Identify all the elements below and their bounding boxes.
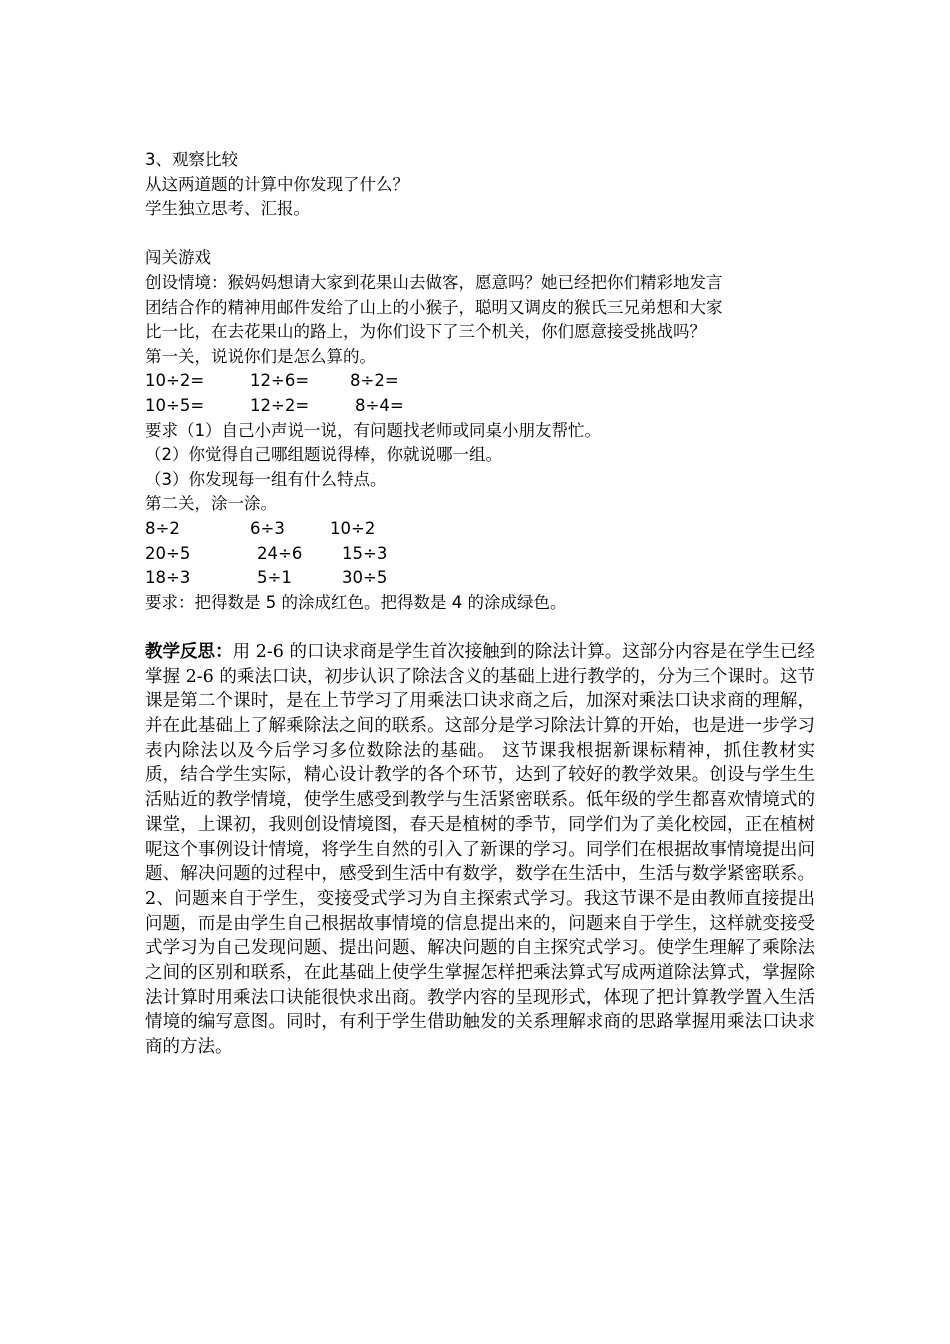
division-problem: 12÷6= bbox=[250, 371, 310, 391]
reflection-text: 间的区别和联系，在此基础上使学生掌握怎样把乘法算式写成两道除法算式，掌 bbox=[162, 963, 780, 984]
reflection-text: 生已经掌握 2-6 的乘法口诀，初步认识了除法含义的基础上进行教学的，分为三 bbox=[145, 641, 816, 687]
reflection-text: 用 2-6 的口诀求商是学生首次接触到的除法计算。这部分内容是在学 bbox=[232, 641, 763, 662]
reflection-text: 到了较好的教学效果。创设与学生生活贴近的教学情境，使学生感受到教学与生 bbox=[145, 765, 816, 811]
section-heading: 3、观察比较 bbox=[145, 150, 238, 169]
reflection-text: 掌握用乘法口诀求商的方法。 bbox=[145, 1012, 816, 1058]
blank-line bbox=[145, 222, 815, 247]
division-problem: 10÷5= bbox=[145, 395, 205, 415]
reflection-text: 变接受式学习为自主探索式学习。我这节课不是由教师直接提出问题，而是由学 bbox=[145, 888, 816, 934]
level1-row bbox=[145, 369, 815, 394]
scenario-line: 比一比，在去花果山的路上，为你们设下了三个机关，你们愿意接受挑战吗？ bbox=[145, 322, 706, 342]
reflection-text: 算的开始，也是进一步学习表内除法以及今后学习多位数除法的基础。 这节课 bbox=[145, 715, 816, 761]
level2-title: 第二关，涂一涂。 bbox=[145, 494, 277, 514]
division-problem: 10÷2= bbox=[145, 371, 205, 391]
level1-row bbox=[145, 394, 815, 419]
division-problem: 24÷6 bbox=[257, 543, 303, 563]
level1-requirement: 要求（1）自己小声说一说，有问题找老师或同桌小朋友帮忙。 bbox=[145, 420, 601, 440]
division-problem: 5÷1 bbox=[257, 568, 292, 588]
reflection-label: 教学反思： bbox=[145, 641, 233, 662]
level2-row bbox=[145, 517, 815, 542]
division-problem: 12÷2= bbox=[250, 395, 310, 415]
reflection-text: 学置入生活情境的编写意图。同时，有利于学生借助触发的关系理解求商的思路 bbox=[145, 987, 816, 1033]
level2-row bbox=[145, 566, 815, 591]
reflection-text: 我根据新课标精神，抓住教材实质，结合学生实际，精心设计教学的各个环节，达 bbox=[145, 740, 816, 786]
reflection-text: 个课时。这节课是第二个课时，是在上节学习了用乘法口诀求商之后，加深对乘 bbox=[145, 666, 815, 712]
level1-title: 第一关，说说你们是怎么算的。 bbox=[145, 346, 376, 366]
level2-row bbox=[145, 542, 815, 567]
blank-line bbox=[145, 615, 815, 640]
reflection-text: 自己发现问题、提出问题、解决问题的自主探究式学习。使学生理解了乘除法之 bbox=[145, 938, 816, 984]
scenario-line: 创设情境：猴妈妈想请大家到花果山去做客，愿意吗？她已经把你们精彩地发言 bbox=[145, 272, 723, 292]
division-problem: 20÷5 bbox=[145, 543, 191, 563]
division-problem: 30÷5 bbox=[342, 568, 388, 588]
reflection-text: 是植树的季节，同学们为了美化校园，正在植树呢这个事例设计情境，将学生自 bbox=[145, 814, 815, 860]
division-problem: 8÷4= bbox=[355, 395, 404, 415]
division-problem: 15÷3 bbox=[342, 543, 388, 563]
reflection-text: 法口诀求商的理解，并在此基础上了解乘除法之间的联系。这部分是学习除法计 bbox=[145, 691, 816, 736]
document-body bbox=[145, 148, 815, 1060]
reflection-text: 感受到生活中有数学，数学在生活中，生活与数学紧密联系。2、问题来自于学生， bbox=[145, 864, 816, 909]
division-problem: 10÷2 bbox=[330, 518, 376, 538]
teaching-reflection bbox=[145, 640, 815, 1060]
game-title: 闯关游戏 bbox=[145, 248, 211, 268]
scenario-line: 团结合作的精神用邮件发给了山上的小猴子，聪明又调皮的猴氏三兄弟想和大家 bbox=[145, 297, 723, 317]
level1-requirement: （2）你觉得自己哪组题说得棒，你就说哪一组。 bbox=[145, 445, 502, 465]
section-question: 从这两道题的计算中你发现了什么？ bbox=[145, 174, 409, 194]
reflection-text: 生自己根据故事情境的信息提出来的，问题来自于学生，这样就变接受式学习为 bbox=[145, 913, 816, 959]
section-activity: 学生独立思考、汇报。 bbox=[145, 199, 310, 219]
reflection-text: 然的引入了新课的学习。同学们在根据故事情境提出问题、解决问题的过程中， bbox=[145, 839, 816, 885]
division-problem: 18÷3 bbox=[145, 568, 191, 588]
division-problem: 8÷2 bbox=[145, 518, 180, 538]
division-problem: 8÷2= bbox=[350, 371, 399, 391]
level2-requirement: 要求：把得数是 5 的涂成红色。把得数是 4 的涂成绿色。 bbox=[145, 592, 567, 612]
division-problem: 6÷3 bbox=[250, 518, 285, 538]
reflection-text: 活紧密联系。低年级的学生都喜欢情境式的课堂，上课初，我则创设情境图，春天 bbox=[145, 790, 816, 835]
reflection-text: 握除法计算时用乘法口诀能很快求出商。教学内容的呈现形式，体现了把计算教 bbox=[145, 963, 816, 1008]
level1-requirement: （3）你发现每一组有什么特点。 bbox=[145, 469, 387, 489]
